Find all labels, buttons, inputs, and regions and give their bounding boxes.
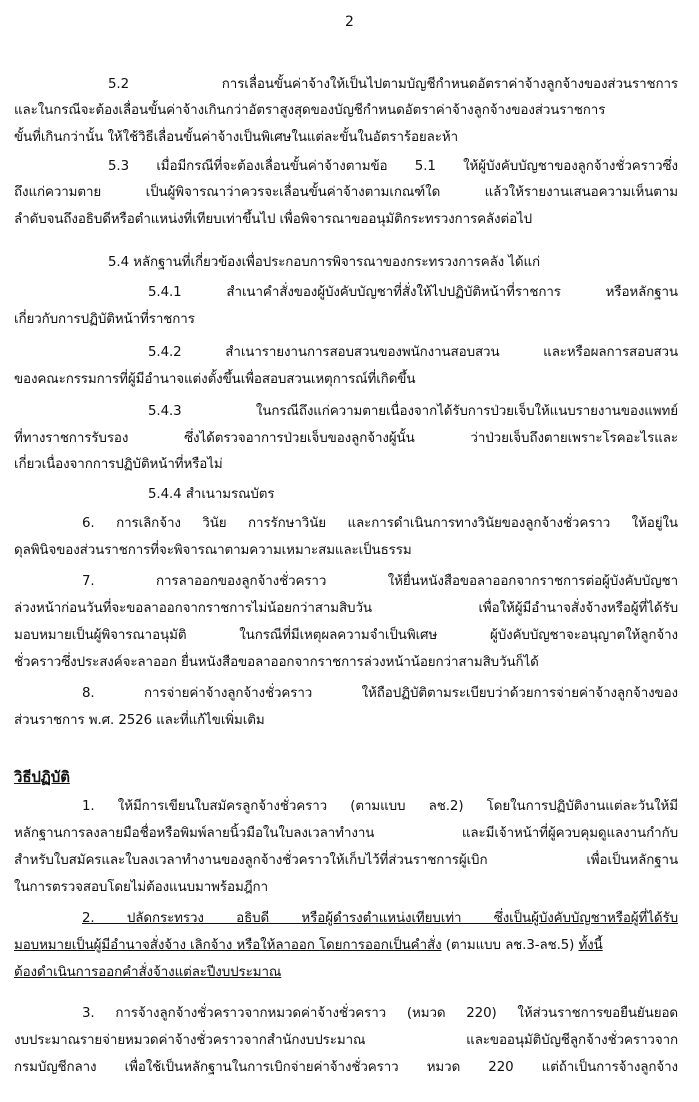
text-line: ที่ทางราชการรับรอง ซึ่งได้ตรวจอาการป่วยเจ็บของลูกจ้างผู้นั้น ว่าป่วยเจ็บถึงตายเพราะโรคอะไรและ: [14, 431, 678, 446]
text-line: ชั่วคราวซึ่งประสงค์จะลาออก ยื่นหนังสือขอลาออกจากราชการล่วงหน้าน้อยกว่าสามสิบวันก็ได้: [14, 655, 539, 670]
text-line: 7. การลาออกของลูกจ้างชั่วคราว ให้ยื่นหนังสือขอลาออกจากราชการต่อผู้บังคับบัญชา: [82, 574, 678, 589]
section-heading: วิธีปฏิบัติ: [14, 768, 70, 786]
text-line: 5.3 เมื่อมีกรณีที่จะต้องเลื่อนขั้นค่าจ้างตามข้อ 5.1 ให้ผู้บังคับบัญชาของลูกจ้างชั่วคราวซึ่ง: [108, 159, 678, 174]
underlined-span: ทั้งนี้: [578, 938, 603, 953]
text-line: ส่วนราชการ พ.ศ. 2526 และที่แก้ไขเพิ่มเติม: [14, 713, 265, 728]
text-line: 3. การจ้างลูกจ้างชั่วคราวจากหมวดค่าจ้างชั่วคราว (หมวด 220) ให้ส่วนราชการขอยืนยันยอด: [82, 1006, 678, 1021]
text-line: ของคณะกรรมการที่ผู้มีอำนาจแต่งตั้งขึ้นเพื่อสอบสวนเหตุการณ์ที่เกิดขึ้น: [14, 372, 416, 387]
underlined-line: ต้องดำเนินการออกคำสั่งจ้างแต่ละปีงบประมาณ: [14, 965, 282, 980]
text-line: ในการตรวจสอบโดยไม่ต้องแนบมาพร้อมฎีกา: [14, 880, 268, 895]
text-line: 1. ให้มีการเขียนใบสมัครลูกจ้างชั่วคราว (ตามแบบ ลช.2) โดยในการปฏิบัติงานแต่ละวันให้มี: [82, 799, 678, 814]
text-line: ล่วงหน้าก่อนวันที่จะขอลาออกจากราชการไม่น้อยกว่าสามสิบวัน เพื่อให้ผู้มีอำนาจสั่งจ้างหรือผู้ที่ได้รับ: [14, 601, 678, 616]
text-line: มอบหมายเป็นผู้พิจารณาอนุมัติ ในกรณีที่มีเหตุผลความจำเป็นพิเศษ ผู้บังคับบัญชาจะอนุญาตให้ลูกจ้าง: [14, 628, 678, 643]
text-line: ถึงแก่ความตาย เป็นผู้พิจารณาว่าควรจะเลื่อนขั้นค่าจ้างตามเกณฑ์ใด แล้วให้รายงานเสนอความเห็นตาม: [14, 185, 678, 200]
text-line: หลักฐานการลงลายมือชื่อหรือพิมพ์ลายนิ้วมือในใบลงเวลาทำงาน และมีเจ้าหน้าที่ผู้ควบคุมดูแลงานกำกับ: [14, 826, 678, 841]
text-line: เกี่ยวเนื่องจากการปฏิบัติหน้าที่หรือไม่: [14, 457, 223, 472]
underlined-span: มอบหมายเป็นผู้มีอำนาจสั่งจ้าง เลิกจ้าง หรือให้ลาออก โดยการออกเป็นคำสั่ง: [14, 938, 442, 953]
text-line: ขั้นที่เกินกว่านั้น ให้ใช้วิธีเลื่อนขั้นค่าจ้างเป็นพิเศษในแต่ละขั้นในอัตราร้อยละห้า: [14, 130, 458, 145]
text-line: สำหรับใบสมัครและใบลงเวลาทำงานของลูกจ้างชั่วคราวให้เก็บไว้ที่ส่วนราชการผู้เบิก เพื่อเป็นหลักฐาน: [14, 853, 678, 868]
text-line: 5.4.4 สำเนามรณบัตร: [148, 487, 275, 502]
underlined-line: 2. ปลัดกระทรวง อธิบดี หรือผู้ดำรงตำแหน่งเทียบเท่า ซึ่งเป็นผู้บังคับบัญชาหรือผู้ที่ได้รับ: [82, 911, 678, 926]
text-line: 5.4.3 ในกรณีถึงแก่ความตายเนื่องจากได้รับการป่วยเจ็บให้แนบรายงานของแพทย์: [148, 404, 678, 419]
mixed-line: [14, 937, 678, 955]
text-line: 8. การจ่ายค่าจ้างลูกจ้างชั่วคราว ให้ถือปฏิบัติตามระเบียบว่าด้วยการจ่ายค่าจ้างลูกจ้างของ: [82, 686, 678, 701]
text-line: งบประมาณรายจ่ายหมวดค่าจ้างชั่วคราวจากสำนักงบประมาณ และขออนุมัติบัญชีลูกจ้างชั่วคราวจาก: [14, 1033, 678, 1048]
text-line: และในกรณีจะต้องเลื่อนขั้นค่าจ้างเกินกว่าอัตราสูงสุดของบัญชีกำหนดอัตราค่าจ้างลูกจ้างของส่วนราชการ: [14, 103, 606, 118]
text-line: กรมบัญชีกลาง เพื่อใช้เป็นหลักฐานในการเบิกจ่ายค่าจ้างชั่วคราว หมวด 220 แต่ถ้าเป็นการจ้างลูกจ้าง: [14, 1060, 678, 1075]
text-line: 6. การเลิกจ้าง วินัย การรักษาวินัย และการดำเนินการทางวินัยของลูกจ้างชั่วคราว ให้อยู่ใน: [82, 516, 678, 531]
text-line: 5.4 หลักฐานที่เกี่ยวข้องเพื่อประกอบการพิจารณาของกระทรวงการคลัง ได้แก่: [108, 255, 541, 270]
text-line: 5.4.2 สำเนารายงานการสอบสวนของพนักงานสอบสวน และหรือผลการสอบสวน: [148, 345, 678, 360]
text-line: ลำดับจนถึงอธิบดีหรือตำแหน่งที่เทียบเท่าขึ้นไป เพื่อพิจารณาขออนุมัติกระทรวงการคลังต่อไป: [14, 212, 533, 227]
text-line: 5.2 การเลื่อนขั้นค่าจ้างให้เป็นไปตามบัญชีกำหนดอัตราค่าจ้างลูกจ้างของส่วนราชการ: [108, 77, 678, 92]
page-number: 2: [345, 14, 354, 30]
text-line: เกี่ยวกับการปฏิบัติหน้าที่ราชการ: [14, 312, 195, 327]
text-line: 5.4.1 สำเนาคำสั่งของผู้บังคับบัญชาที่สั่งให้ไปปฏิบัติหน้าที่ราชการ หรือหลักฐาน: [148, 285, 678, 300]
plain-span: (ตามแบบ ลช.3-ลช.5): [441, 938, 579, 953]
text-line: ดุลพินิจของส่วนราชการที่จะพิจารณาตามความเหมาะสมและเป็นธรรม: [14, 543, 412, 558]
